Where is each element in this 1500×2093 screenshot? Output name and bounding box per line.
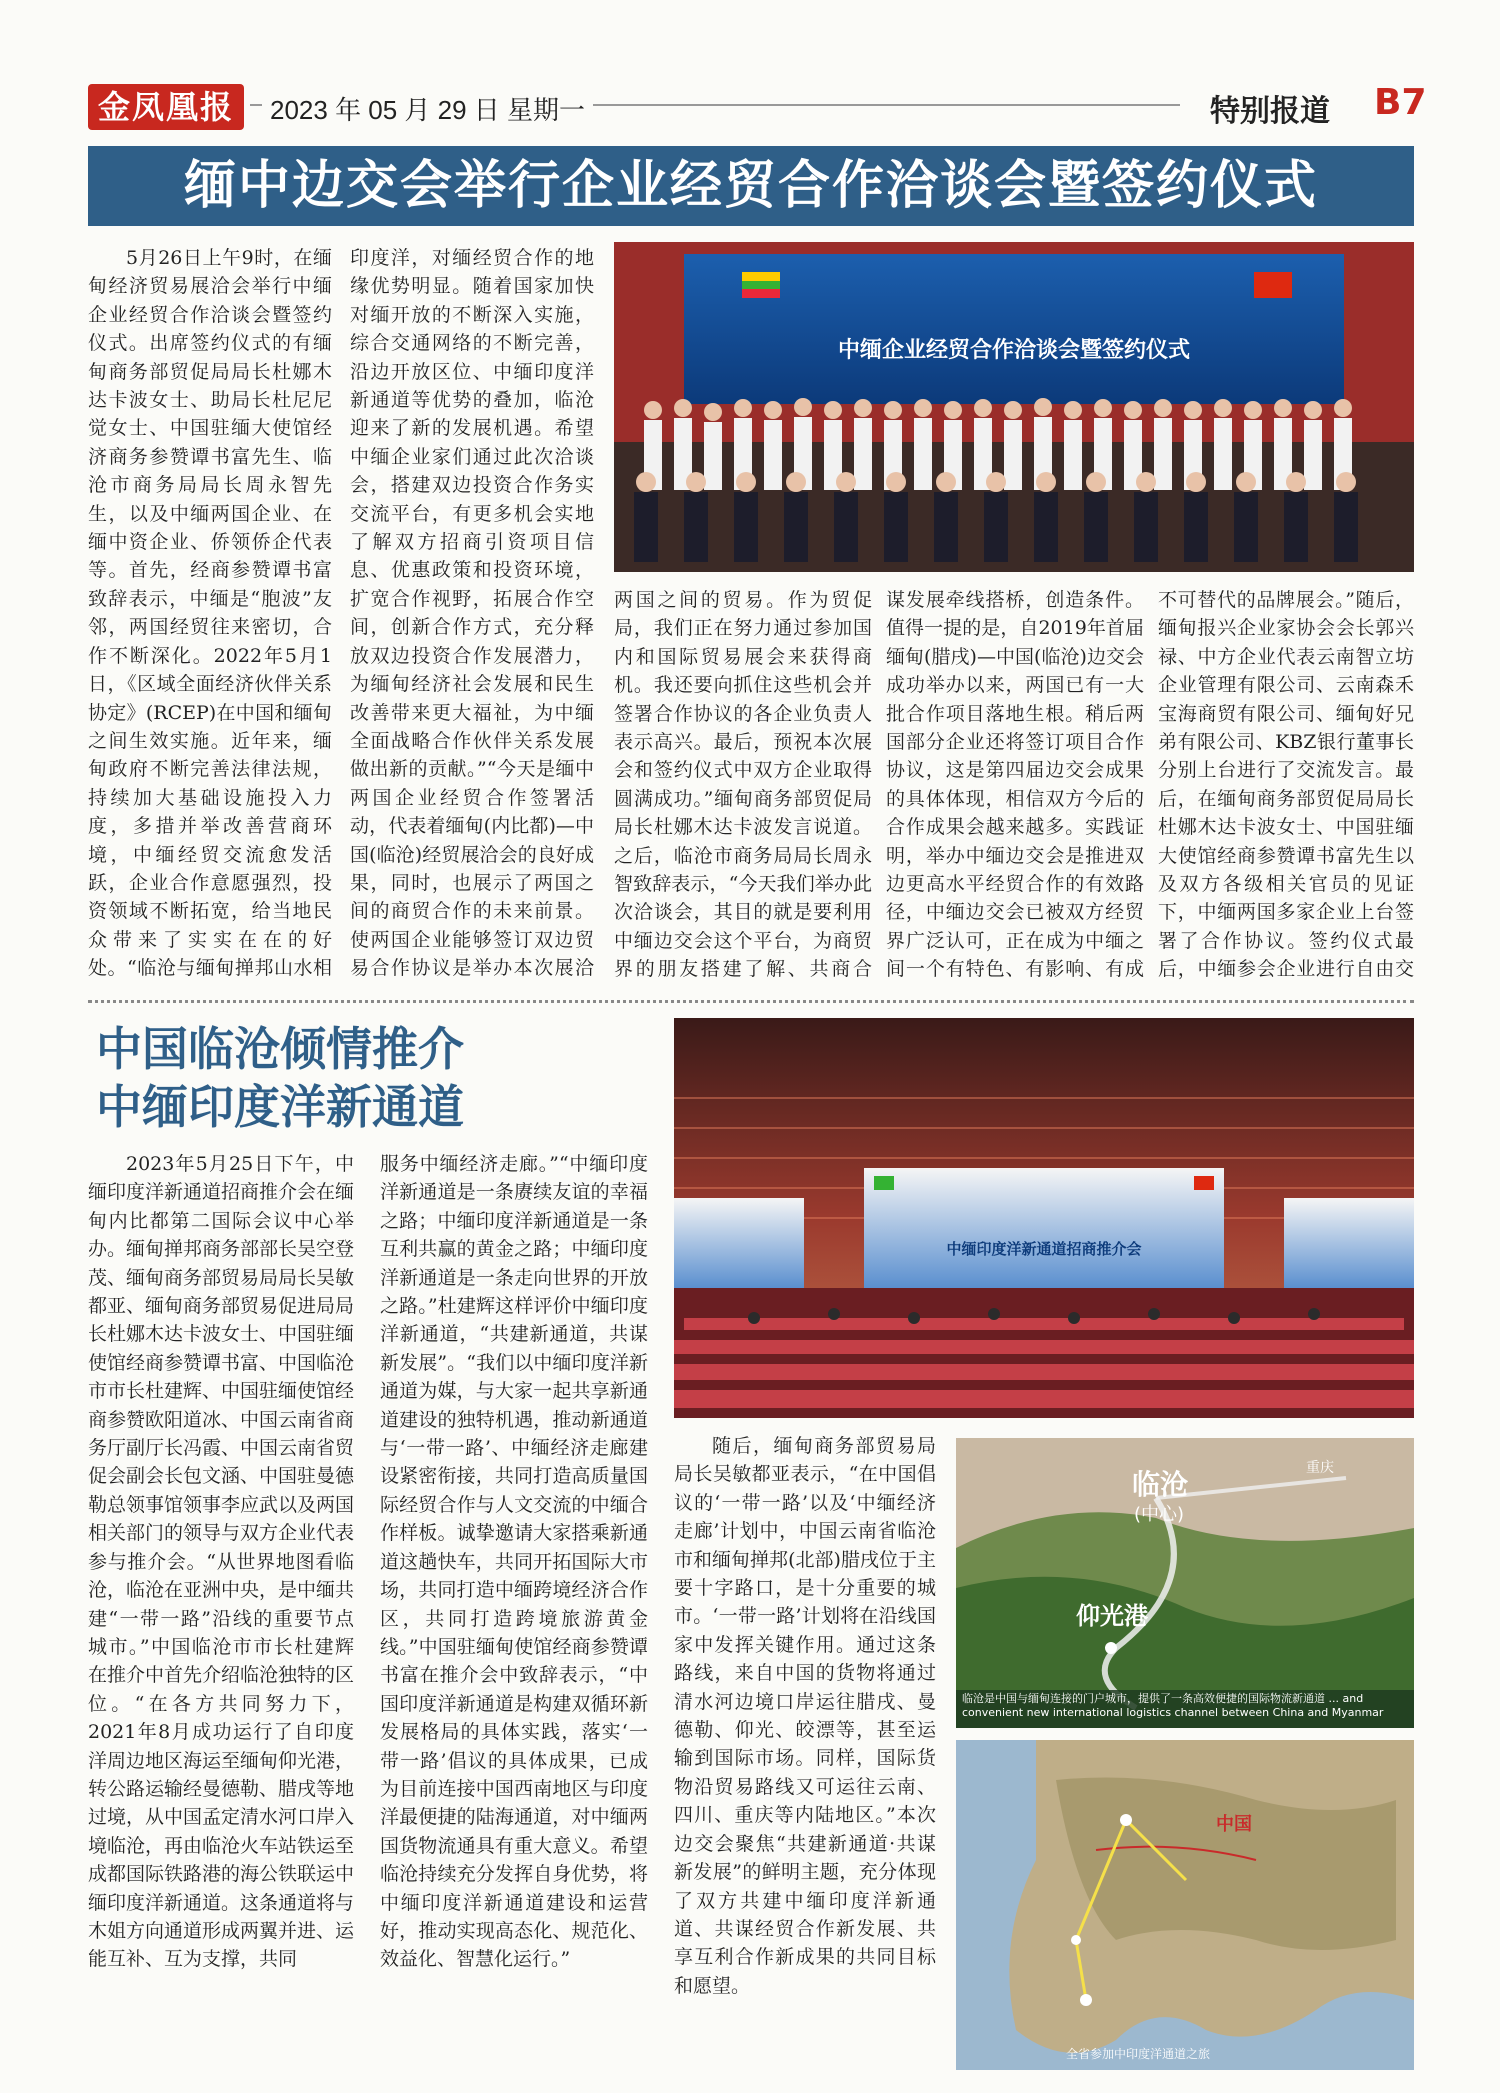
hall-banner-text: 中缅印度洋新通道招商推介会: [946, 1240, 1142, 1258]
terrain-route-map: [956, 1438, 1414, 1728]
article2-col1: 2023年5月25日下午，中缅印度洋新通道招商推介会在缅甸内比都第二国际会议中心举办。缅甸掸邦商务部部长吴空登茂、缅甸商务部贸易局局长吴敏都亚、缅甸商务部贸易促进局局长杜娜木达卡波女士、中国驻缅使馆经商参赞谭书富、中国临沧市市长杜建辉、中国驻缅使馆经商参赞欧阳道冰、中国云南省商务厅副厅长冯霞、中国云南省贸促会副会长包文涵、中国驻曼德勒总领事馆领事李应武以及两国相关部门的领导与双方企业代表参与推介会。“从世界地图看临沧，临沧在亚洲中央，是中缅共建“一带一路”沿线的重要节点城市。”中国临沧市市长杜建辉在推介中首先介绍临沧独特的区位。“在各方共同努力下，2021年8月成功运行了自印度洋周边地区海运至缅甸仰光港，转公路运输经曼德勒、腊戌等地过境，从中国孟定清水河口岸入境临沧，再由临沧火车站铁运至成都国际铁路港的海公铁联运中缅印度洋新通道。这条通道将与木姐方向通道形成两翼并进、运能互补、互为支撑，共同: [88, 1153, 354, 1971]
article2-title: 中国临沧倾情推介 中缅印度洋新通道: [96, 1022, 464, 1134]
newspaper-logo: 金凤凰报: [88, 84, 244, 130]
article1-col4: 谋发展牵线搭桥，创造条件。值得一提的是，自2019年首届缅甸(腊戌)—中国(临沧)边交会成功举办以来，两国已有一大批合作项目落地生根。稍后两国部分企业还将签订项目合作协议，这是第四届边交会成果的具体体现，相信双方今后的合作成果会越来越多。实践证明，举办中缅边交会是推进双边更高水平经贸合作的有效路径，中缅边交会已被双方经贸界广泛认可，正在成为中缅之间一个有特色、有影响、有成: [886, 589, 1144, 981]
map1-caption: 临沧是中国与缅甸连接的门户城市，提供了一条高效便捷的国际物流新通道 ... and convenient new international logistics channel between China and Myanmar: [962, 1692, 1384, 1719]
map-label-lincang: 临沧: [1132, 1468, 1189, 1501]
article1-col5: 不可替代的品牌展会。”随后，缅甸报兴企业家协会会长郭兴禄、中方企业代表云南智立坊企业管理有限公司、云南森禾宝海商贸有限公司、缅甸好兄弟有限公司、KBZ银行董事长分别上台进行了交流发言。最后，在缅甸商务部贸促局局长杜娜木达卡波女士、中国驻缅大使馆经商参赞谭书富先生以及双方各级相关官员的见证下，中缅两国多家企业上台签署了合作协议。签约仪式最后，中缅参会企业进行自由交: [1158, 589, 1414, 981]
lincang-marker: [1120, 1814, 1132, 1826]
map-label-china: 中国: [1216, 1814, 1252, 1835]
article2-col3: 随后，缅甸商务部贸易局局长吴敏都亚表示，“在中国倡议的‘一带一路’以及‘中缅经济走廊’计划中，中国云南省临沧市和缅甸掸邦(北部)腊戌位于主要十字路口，是十分重要的城市。‘一带一路’计划将在沿线国家中发挥关键作用。通过这条路线，来自中国的货物将通过清水河边境口岸运往腊戌、曼德勒、仰光、皎漂等，甚至运输到国际市场。同样，国际货物沿贸易路线又可运往云南、四川、重庆等内陆地区。”本次边交会聚焦“共建新通道·共谋新发展”的鲜明主题，充分体现了双方共建中缅印度洋新通道、共谋经贸合作新发展、共享互利合作新成果的共同目标和愿望。: [674, 1435, 936, 1997]
map-label-chongqing: 重庆: [1306, 1460, 1334, 1476]
article2-col2: 服务中缅经济走廊。”“中缅印度洋新通道是一条赓续友谊的幸福之路；中缅印度洋新通道是一条互利共赢的黄金之路；中缅印度洋新通道是一条走向世界的开放之路。”杜建辉这样评价中缅印度洋新通道，“共建新通道，共谋新发展”。“我们以中缅印度洋新通道为媒，与大家一起共享新通道建设的独特机遇，推动新通道与‘一带一路’、中缅经济走廊建设紧密衔接，共同打造高质量国际经贸合作与人文交流的中缅合作样板。诚挚邀请大家搭乘新通道这趟快车，共同开拓国际大市场，共同打造中缅跨境经济合作区，共同打造跨境旅游黄金线。”中国驻缅甸使馆经商参赞谭书富在推介会中致辞表示，“中国印度洋新通道是构建双循环新发展格局的具体实践，落实‘一带一路’倡议的具体成果，已成为目前连接中国西南地区与印度洋最便捷的陆海通道，对中缅两国货物流通具有重大意义。希望临沧持续充分发挥自身优势，将中缅印度洋新通道建设和运营好，推动实现高态化、规范化、效益化、智慧化运行。”: [380, 1153, 648, 1971]
china-flag-icon: [1254, 272, 1292, 298]
conference-hall-photo: [674, 1018, 1414, 1418]
issue-date: 2023 年 05 月 29 日 星期一: [262, 90, 593, 127]
map-label-center: (中心): [1134, 1504, 1185, 1525]
yangon-marker: [1080, 1994, 1092, 2006]
regional-satellite-map: [956, 1740, 1414, 2070]
page-number: B7: [1374, 82, 1427, 123]
article1-col3: 两国之间的贸易。作为贸促局，我们正在努力通过参加国内和国际贸易展会来获得商机。我还要向抓住这些机会并签署合作协议的各企业负责人表示高兴。最后，预祝本次展会和签约仪式中双方企业取得圆满成功。”缅甸商务部贸促局局长杜娜木达卡波发言说道。之后，临沧市商务局局长周永智致辞表示，“今天我们举办此次洽谈会，其目的就是要利用中缅边交会这个平台，为商贸界的朋友搭建了解、共商合: [614, 589, 872, 981]
article1-col1: 5月26日上午9时，在缅甸经济贸易展洽会举行中缅企业经贸合作洽谈会暨签约仪式。出席签约仪式的有缅甸商务部贸促局局长杜娜木达卡波女士、助局长杜尼尼觉女士、中国驻缅大使馆经济商务参赞谭书富先生、临沧市商务局局长周永智先生，以及中缅两国企业、在缅中资企业、侨领侨企代表等。首先，经商参赞谭书富致辞表示，中缅是“胞波”友邻，两国经贸往来密切，合作不断深化。2022年5月1日，《区域全面经济伙伴关系协定》(RCEP)在中国和缅甸之间生效实施。近年来，缅甸政府不断完善法律法规，持续加大基础设施投入力度，多措并举改善营商环境，中缅经贸交流愈发活跃，企业合作意愿强烈，投资领域不断拓宽，给当地民众带来了实实在在的好处。“临沧与缅甸掸邦山水相: [88, 247, 332, 980]
signing-ceremony-photo: [614, 242, 1414, 572]
map-label-yangon: 仰光港: [1076, 1602, 1148, 1630]
map2-caption: 全省参加中印度洋通道之旅: [1066, 2047, 1211, 2061]
hall-main-screen: [864, 1168, 1224, 1288]
section-title: 特别报道: [1210, 94, 1330, 129]
article1-title: 缅中边交会举行企业经贸合作洽谈会暨签约仪式: [88, 146, 1414, 226]
photo-banner-text: 中缅企业经贸合作洽谈会暨签约仪式: [837, 338, 1191, 363]
article1-col2: 印度洋，对缅经贸合作的地缘优势明显。随着国家加快对缅开放的不断深入实施，综合交通网络的不断完善，沿边开放区位、中缅印度洋新通道等优势的叠加，临沧迎来了新的发展机遇。希望中缅企业家们通过此次洽谈会，搭建双边投资合作务实交流平台，有更多机会实地了解双方招商引资项目信息、优惠政策和投资环境，扩宽合作视野，拓展合作空间，创新合作方式，充分释放双边投资合作发展潜力，为缅甸经济社会发展和民生改善带来更大福祉，为中缅全面战略合作伙伴关系发展做出新的贡献。”“今天是缅中两国企业经贸合作签署活动，代表着缅甸(内比都)—中国(临沧)经贸展洽会的良好成果，同时，也展示了两国之间的商贸合作的未来前景。使两国企业能够签订双边贸易合作协议是举办本次展洽: [350, 247, 594, 980]
yangon-port-marker: [1105, 1642, 1117, 1654]
section-divider: [88, 1000, 1414, 1003]
